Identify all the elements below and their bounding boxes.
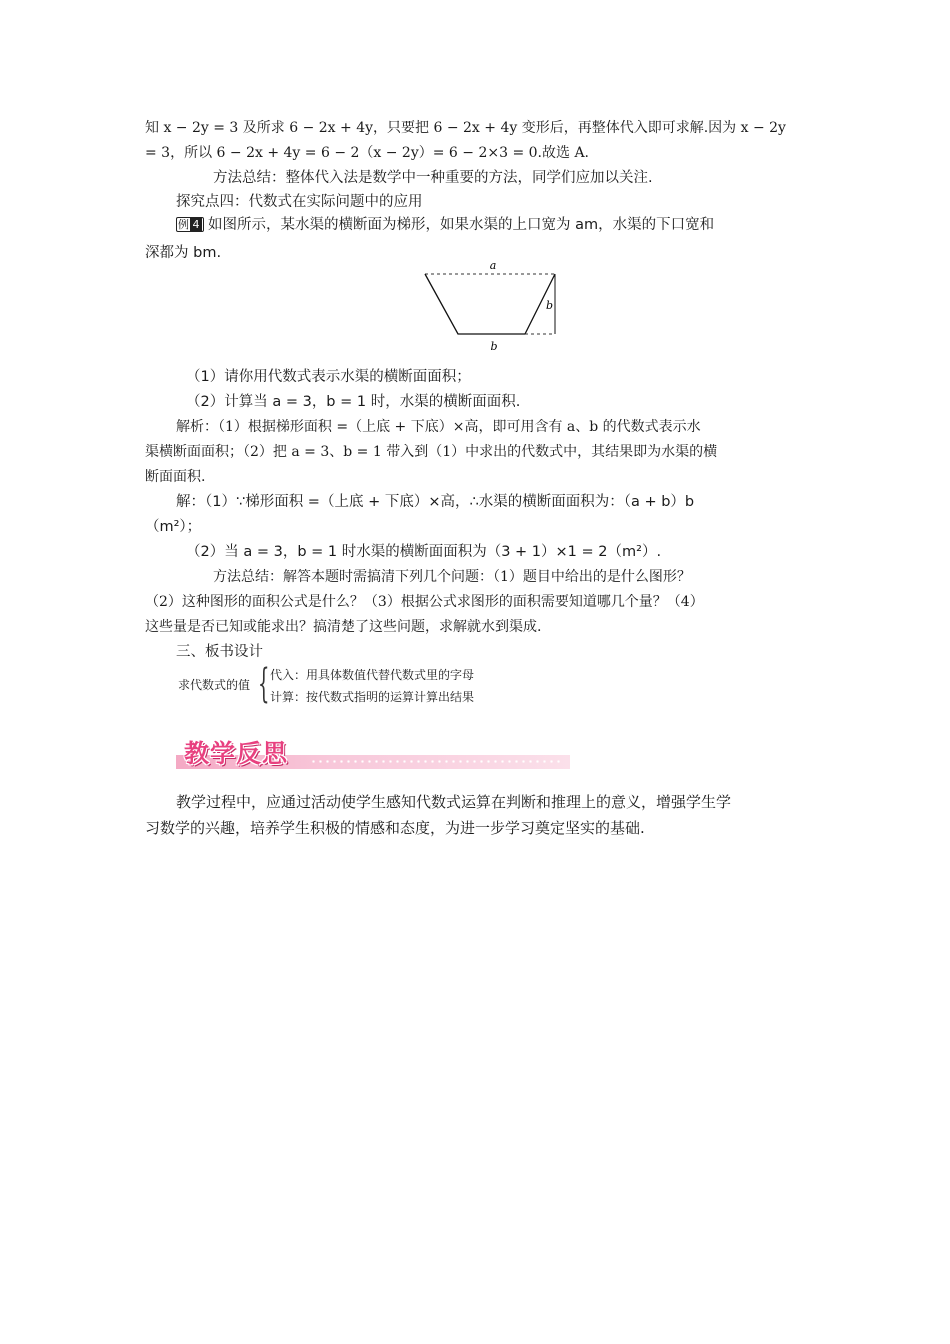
answer-line-3: （2）当 a = 3，b = 1 时水渠的横断面面积为（3 + 1）×1 = 2（m²）. bbox=[186, 544, 662, 560]
reflection-line-1: 教学过程中，应通过活动使学生感知代数式运算在判断和推理上的意义，增强学生学 bbox=[176, 793, 732, 811]
top-label: a bbox=[489, 259, 497, 272]
answer-line-2: （m²）； bbox=[145, 519, 202, 535]
example-4-question-line-2: 深都为 bm. bbox=[145, 245, 222, 261]
board-row-calculate: 计算：按代数式指明的运算计算出结果 bbox=[270, 690, 475, 704]
reflection-dots bbox=[310, 759, 560, 764]
solution-text-line-1: 知 x − 2y = 3 及所求 6 − 2x + 4y，只要把 6 − 2x + 4y 变形后，再整体代入即可求解.因为 x − 2y bbox=[145, 120, 786, 136]
question-2: （2）计算当 a = 3，b = 1 时，水渠的横断面面积. bbox=[186, 394, 521, 410]
question-1: （1）请你用代数式表示水渠的横断面面积； bbox=[186, 369, 471, 385]
section-heading-explore-4: 探究点四：代数式在实际问题中的应用 bbox=[176, 194, 423, 210]
reflection-title: 教学反思 bbox=[184, 739, 289, 768]
analysis-line-2: 渠横断面面积；（2）把 a = 3、b = 1 带入到（1）中求出的代数式中，其结果即为水渠的横 bbox=[145, 444, 718, 460]
board-row-substitute: 代入：用具体数值代替代数式里的字母 bbox=[270, 668, 475, 682]
analysis-line-1: 解析：（1）根据梯形面积 =（上底 + 下底）×高，即可用含有 a、b 的代数式表示水 bbox=[176, 419, 701, 435]
solution-text-line-2: = 3，所以 6 − 2x + 4y = 6 − 2（x − 2y）= 6 − 2×3 = 0.故选 A. bbox=[145, 145, 590, 161]
example-badge: 例 4 bbox=[176, 217, 204, 232]
side-label: b bbox=[545, 299, 553, 312]
trapezoid-figure bbox=[410, 256, 580, 356]
example-4-question-line-1 bbox=[176, 214, 841, 236]
bottom-label: b bbox=[490, 340, 498, 353]
example-4-text: 如图所示，某水渠的横断面为梯形，如果水渠的上口宽为 am，水渠的下口宽和 bbox=[208, 217, 715, 233]
answer-line-1: 解：（1）∵梯形面积 =（上底 + 下底）×高，∴水渠的横断面面积为：（a + b）b bbox=[176, 494, 695, 510]
method-summary-2-line-2: （2）这种图形的面积公式是什么？（3）根据公式求图形的面积需要知道哪几个量？（4） bbox=[145, 594, 704, 610]
method-summary-1: 方法总结：整体代入法是数学中一种重要的方法，同学们应加以关注. bbox=[213, 170, 653, 186]
method-summary-2-line-1: 方法总结：解答本题时需搞清下列几个问题：（1）题目中给出的是什么图形？ bbox=[213, 569, 691, 585]
analysis-line-3: 断面面积. bbox=[145, 469, 206, 485]
brace-symbol: { bbox=[258, 661, 270, 707]
reflection-header bbox=[176, 732, 570, 772]
method-summary-2-line-3: 这些量是否已知或能求出？搞清楚了这些问题，求解就水到渠成. bbox=[145, 619, 542, 635]
reflection-line-2: 习数学的兴趣，培养学生积极的情感和态度，为进一步学习奠定坚实的基础. bbox=[145, 819, 645, 837]
board-label: 求代数式的值 bbox=[178, 678, 251, 692]
trapezoid-outline bbox=[425, 274, 555, 334]
section-heading-board-design: 三、板书设计 bbox=[176, 644, 263, 660]
